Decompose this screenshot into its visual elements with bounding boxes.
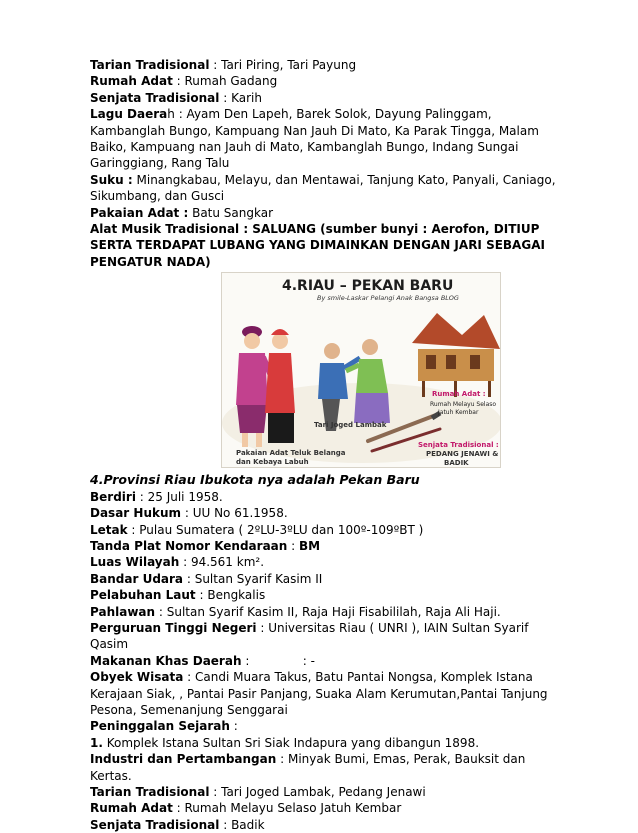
illustration-art	[222, 273, 501, 468]
value: BM	[298, 538, 321, 553]
line-peninggalan-item-1	[90, 735, 560, 751]
line-tarian-riau	[90, 784, 560, 800]
value: : Badik	[219, 817, 265, 832]
value: Batu Sangkar	[188, 205, 274, 220]
text: SERTA TERDAPAT LUBANG YANG DIMAINKAN DENGAN JARI SEBAGAI	[90, 238, 545, 253]
value: : Bengkalis	[195, 588, 266, 603]
value: : Rumah Melayu Selaso Jatuh Kembar	[172, 801, 402, 816]
label: Bandar Udara	[90, 571, 184, 586]
line-makanan	[90, 653, 560, 669]
illustration-title: 4.RIAU – PEKAN BARU	[282, 278, 454, 295]
caption-tari: Tari Joged Lambak	[314, 421, 387, 430]
label: Berdiri	[90, 489, 136, 504]
label: Luas Wilayah	[90, 555, 180, 570]
value: :	[229, 719, 238, 734]
caption-rumah-adat: Rumah Adat :	[432, 390, 486, 399]
section-heading-riau: 4.Provinsi Riau Ibukota nya adalah Pekan Baru	[90, 472, 420, 488]
line-perguruan-2: Qasim	[90, 637, 129, 652]
line-suku-2: Sikumbang, dan Gusci	[90, 189, 225, 204]
caption-rumah-line-2: Jatuh Kembar	[438, 409, 479, 417]
value: : 94.561 km².	[179, 555, 265, 570]
line-peninggalan	[90, 718, 560, 734]
label: Pakaian Adat :	[90, 205, 189, 220]
label: Suku :	[90, 172, 133, 187]
label: Rumah Adat	[90, 801, 173, 816]
line-rumah-sumbar	[90, 73, 560, 89]
value: : Pulau Sumatera ( 2ºLU-3ºLU dan 100º-109ºBT )	[127, 522, 424, 537]
line-senjata-sumbar	[90, 90, 560, 106]
label: Perguruan Tinggi Negeri	[90, 620, 257, 635]
line-letak	[90, 522, 560, 538]
line-industri-1	[90, 751, 560, 767]
line-bandara	[90, 571, 560, 587]
line-plat	[90, 538, 560, 554]
caption-pakaian-line-2: dan Kebaya Labuh	[236, 458, 309, 467]
label: Senjata Tradisional	[90, 817, 220, 832]
line-pakaian	[90, 205, 560, 221]
text: Alat Musik Tradisional : SALUANG (sumber bunyi : Aerofon, DITIUP	[90, 222, 540, 237]
value: : Sultan Syarif Kasim II, Raja Haji Fisabililah, Raja Ali Haji.	[155, 604, 501, 619]
label: Tarian Tradisional	[90, 58, 210, 72]
label: Rumah Adat	[90, 74, 173, 89]
label: Obyek Wisata	[90, 670, 184, 685]
value: Komplek Istana Sultan Sri Siak Indapura yang dibangun 1898.	[102, 735, 480, 750]
label: Makanan Khas Daerah	[90, 653, 242, 668]
line-pahlawan	[90, 604, 560, 620]
label: Peninggalan Sejarah	[90, 719, 230, 734]
label: Senjata Tradisional	[90, 90, 220, 105]
label: Tarian Tradisional	[90, 785, 210, 799]
line-lagu-4: Garinggiang, Rang Talu	[90, 156, 230, 171]
illustration-subtitle: By smile-Laskar Pelangi Anak Bangsa BLOG	[317, 294, 459, 303]
label: Pelabuhan Laut	[90, 588, 196, 603]
line-obyek-1	[90, 669, 560, 685]
line-industri-2: Kertas.	[90, 768, 132, 783]
line-pelabuhan	[90, 587, 560, 603]
value: Minangkabau, Melayu, dan Mentawai, Tanjung Kato, Panyali, Caniago,	[132, 172, 556, 187]
line-luas	[90, 554, 560, 570]
line-obyek-3: Pesona, Semenanjung Senggarai	[90, 702, 288, 717]
item-number: 1.	[90, 735, 103, 750]
caption-senjata-line-2: BADIK	[444, 459, 469, 468]
riau-illustration	[221, 272, 501, 468]
label: Pahlawan	[90, 604, 156, 619]
label: Tanda Plat Nomor Kendaraan	[90, 538, 288, 553]
value: : Karih	[219, 90, 262, 105]
line-alat-2	[90, 237, 560, 253]
value: : Rumah Gadang	[172, 74, 278, 89]
line-lagu-2: Kambanglah Bungo, Kampuang Nan Jauh Di Mato, Ka Parak Tingga, Malam	[90, 123, 539, 138]
caption-senjata: Senjata Tradisional :	[418, 441, 499, 450]
line-lagu-3: Baiko, Kampuang nan Jauh di Mato, Kambanglah Bungo, Indang Sungai	[90, 140, 519, 155]
separator: :	[287, 538, 299, 553]
value: : Candi Muara Takus, Batu Pantai Nongsa, Komplek Istana	[183, 670, 533, 685]
line-obyek-2: Kerajaan Siak, , Pantai Pasir Panjang, Suaka Alam Kerumutan,Pantai Tanjung	[90, 686, 548, 701]
line-alat-3	[90, 254, 560, 270]
line-suku-1	[90, 172, 560, 188]
caption-senjata-line-1: PEDANG JENAWI &	[426, 450, 499, 459]
document-page	[90, 57, 560, 833]
house-illustration	[412, 313, 500, 397]
caption-pakaian-line-1: Pakaian Adat Teluk Belanga	[236, 449, 346, 458]
text: PENGATUR NADA)	[90, 254, 211, 269]
line-dasar-hukum	[90, 505, 560, 521]
line-lagu-1	[90, 106, 560, 122]
value: : UU No 61.1958.	[181, 506, 288, 521]
line-rumah-riau	[90, 800, 560, 816]
value: : : -	[241, 653, 315, 668]
value: : Minyak Bumi, Emas, Perak, Bauksit dan	[276, 752, 526, 767]
value: : Tari Piring, Tari Payung	[209, 58, 357, 72]
caption-rumah-line-1: Rumah Melayu Selaso	[430, 401, 497, 409]
value: h : Ayam Den Lapeh, Barek Solok, Dayung Palinggam,	[167, 107, 492, 122]
label: Lagu Daera	[90, 107, 168, 122]
value: : Universitas Riau ( UNRI ), IAIN Sultan Syarif	[256, 620, 529, 635]
value: : 25 Juli 1958.	[135, 489, 223, 504]
value: : Tari Joged Lambak, Pedang Jenawi	[209, 785, 426, 799]
line-berdiri	[90, 489, 560, 505]
line-senjata-riau	[90, 817, 560, 833]
line-perguruan-1	[90, 620, 560, 636]
label: Letak	[90, 522, 128, 537]
label: Dasar Hukum	[90, 506, 182, 521]
label: Industri dan Pertambangan	[90, 752, 277, 767]
value: : Sultan Syarif Kasim II	[183, 571, 323, 586]
line-alat-1	[90, 221, 560, 237]
line-tarian-sumbar	[90, 57, 560, 73]
